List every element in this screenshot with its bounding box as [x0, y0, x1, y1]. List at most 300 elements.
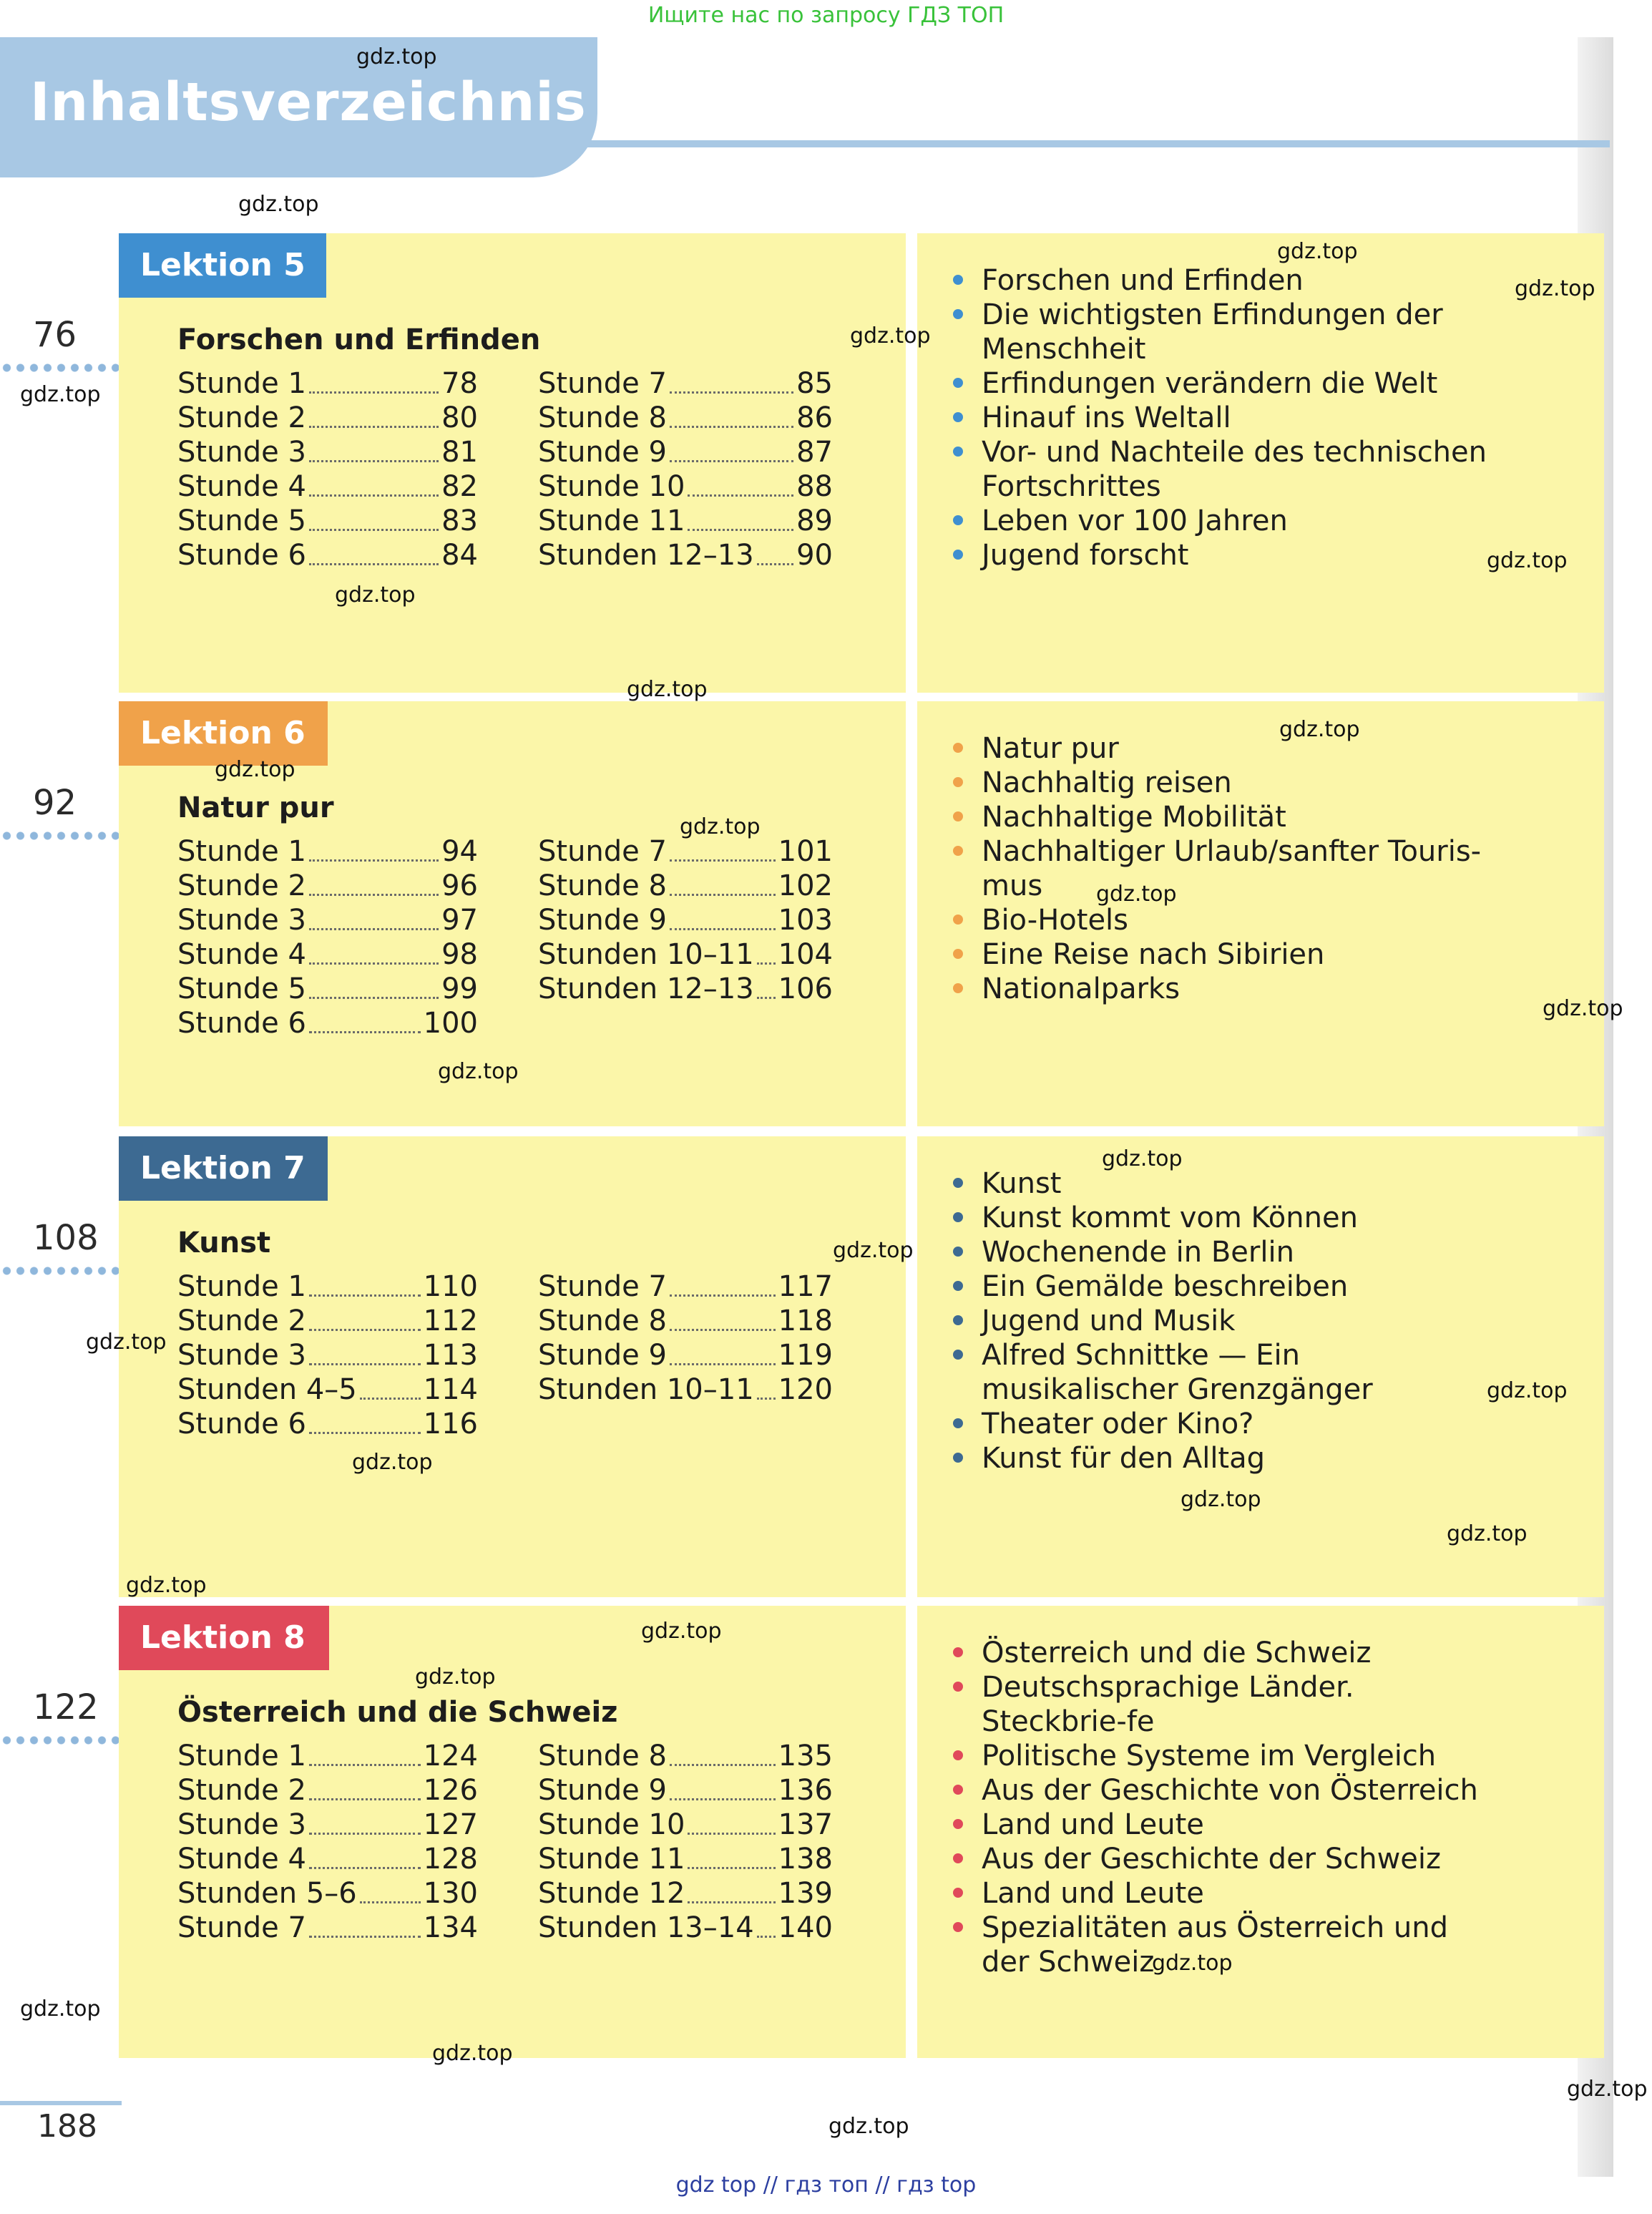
toc-entry-label: Stunde 10 [538, 470, 685, 503]
lesson-start-page: 122 [33, 1687, 99, 1727]
toc-entry[interactable] [538, 834, 833, 869]
lektion-badge[interactable]: Lektion 7 [119, 1136, 328, 1201]
toc-entry[interactable] [177, 869, 478, 903]
toc-entry[interactable] [177, 366, 478, 401]
topic-item[interactable] [953, 937, 1497, 972]
toc-entry[interactable] [177, 1911, 478, 1945]
dot-leader [309, 1808, 421, 1835]
toc-entry[interactable] [538, 1338, 833, 1372]
toc-entry-label: Stunden 10–11 [538, 938, 754, 971]
dot-leader [309, 1842, 421, 1869]
toc-entry-page: 94 [441, 835, 478, 868]
toc-entry-label: Stunde 2 [177, 869, 306, 902]
topic-item-text: Ein Gemälde beschreiben [982, 1270, 1349, 1303]
dot-leader [670, 1304, 776, 1331]
toc-entry[interactable] [538, 937, 833, 972]
watermark: gdz.top [641, 1619, 722, 1644]
toc-entry-page: 86 [796, 401, 833, 434]
topic-item[interactable] [953, 1304, 1497, 1338]
toc-entry-label: Stunde 10 [538, 1808, 685, 1841]
dot-leader [309, 538, 439, 565]
toc-entry-page: 139 [778, 1877, 833, 1910]
watermark: gdz.top [215, 757, 295, 782]
stunden-column [177, 1739, 478, 1945]
topic-item-text: Deutschsprachige Länder. Steckbrie-fe [982, 1671, 1354, 1738]
stunden-column [177, 366, 478, 572]
toc-entry-label: Stunden 10–11 [538, 1373, 754, 1406]
topic-item[interactable] [953, 766, 1497, 800]
topic-item[interactable] [953, 1636, 1497, 1670]
dot-rule [0, 364, 119, 372]
bullet-icon [953, 1178, 963, 1188]
topic-item[interactable] [953, 538, 1497, 572]
toc-entry-label: Stunde 11 [538, 504, 685, 537]
dot-leader [309, 1911, 421, 1938]
dot-leader [757, 1372, 776, 1400]
toc-entry-label: Stunde 5 [177, 504, 306, 537]
topic-bullet-list [953, 731, 1497, 1006]
toc-entry-page: 101 [778, 835, 833, 868]
toc-entry-page: 140 [778, 1911, 833, 1944]
topic-bullet-list [953, 263, 1497, 572]
bullet-icon [953, 915, 963, 925]
watermark: gdz.top [1487, 548, 1568, 573]
toc-entry[interactable] [538, 1842, 833, 1876]
toc-entry-label: Stunde 8 [538, 869, 667, 902]
toc-entry[interactable] [177, 1842, 478, 1876]
toc-entry-page: 135 [778, 1740, 833, 1772]
topic-item-text: Natur pur [982, 732, 1119, 765]
watermark: gdz.top [1447, 1521, 1528, 1546]
dot-leader [309, 366, 439, 394]
dot-leader [670, 1773, 776, 1800]
toc-entry-page: 81 [441, 436, 478, 469]
topic-item[interactable] [953, 1773, 1497, 1808]
toc-entry-label: Stunde 1 [177, 1270, 306, 1303]
toc-entry-label: Stunde 6 [177, 539, 306, 572]
toc-entry[interactable] [177, 504, 478, 538]
toc-entry[interactable] [538, 1269, 833, 1304]
toc-entry-page: 78 [441, 367, 478, 400]
watermark: gdz.top [1277, 239, 1358, 264]
watermark: gdz.top [1515, 276, 1595, 301]
dot-leader [670, 869, 776, 896]
toc-entry[interactable] [177, 435, 478, 469]
topic-item[interactable] [953, 263, 1497, 298]
toc-entry-label: Stunde 7 [538, 835, 667, 868]
toc-entry-label: Stunde 6 [177, 1408, 306, 1440]
dot-leader [309, 903, 439, 930]
toc-entry-page: 124 [423, 1740, 478, 1772]
topic-item[interactable] [953, 504, 1497, 538]
topic-item-text: Nationalparks [982, 972, 1181, 1005]
toc-entry[interactable] [177, 401, 478, 435]
topic-item[interactable] [953, 1670, 1497, 1739]
dot-leader [670, 1338, 776, 1365]
toc-entry[interactable] [177, 469, 478, 504]
stunden-column [538, 1739, 833, 1945]
topic-item[interactable] [953, 298, 1497, 366]
toc-entry[interactable] [177, 1372, 478, 1407]
topic-item-text: Alfred Schnittke — Ein musikalischer Grenzgänger [982, 1339, 1373, 1406]
dot-leader [670, 903, 776, 930]
watermark: gdz.top [1279, 717, 1360, 742]
bullet-icon [953, 1922, 963, 1932]
toc-entry-page: 98 [441, 938, 478, 971]
bullet-icon [953, 949, 963, 959]
dot-leader [670, 366, 793, 394]
toc-entry-page: 119 [778, 1339, 833, 1372]
bullet-icon [953, 1647, 963, 1657]
toc-entry[interactable] [538, 1808, 833, 1842]
toc-entry-label: Stunde 1 [177, 367, 306, 400]
dot-leader [309, 1269, 421, 1297]
watermark: gdz.top [438, 1059, 519, 1084]
stunden-column [177, 1269, 478, 1441]
topic-item-text: Nachhaltige Mobilität [982, 801, 1286, 834]
topic-item[interactable] [953, 1441, 1497, 1476]
toc-entry[interactable] [538, 435, 833, 469]
toc-entry-label: Stunde 4 [177, 1843, 306, 1876]
bullet-icon [953, 1212, 963, 1222]
toc-entry[interactable] [177, 1407, 478, 1441]
topic-item[interactable] [953, 1876, 1497, 1911]
toc-entry-label: Stunde 1 [177, 1740, 306, 1772]
watermark: gdz.top [415, 1664, 496, 1689]
watermark: gdz.top [1096, 882, 1177, 907]
toc-entry[interactable] [177, 1304, 478, 1338]
dot-leader [309, 1407, 421, 1434]
topic-item-text: Die wichtigsten Erfindungen der Menschheit [982, 298, 1443, 366]
topic-item[interactable] [953, 401, 1497, 435]
dot-leader [360, 1372, 421, 1400]
watermark: gdz.top [1543, 996, 1623, 1021]
lesson-start-page: 108 [33, 1218, 99, 1258]
topic-item[interactable] [953, 903, 1497, 937]
bullet-icon [953, 275, 963, 285]
topic-item[interactable] [953, 366, 1497, 401]
bullet-icon [953, 1682, 963, 1692]
dot-leader [309, 435, 439, 462]
bullet-icon [953, 777, 963, 787]
bottom-links[interactable]: gdz top // гдз топ // гдз top [675, 2172, 977, 2198]
topic-item[interactable] [953, 972, 1497, 1006]
topic-item[interactable] [953, 1235, 1497, 1269]
topic-item-text: Aus der Geschichte der Schweiz [982, 1843, 1442, 1876]
toc-entry-page: 117 [778, 1270, 833, 1303]
topic-item-text: Theater oder Kino? [982, 1408, 1254, 1440]
dot-leader [309, 1338, 421, 1365]
lesson-topic-title: Kunst [177, 1227, 271, 1259]
topic-bullet-list [953, 1636, 1497, 1979]
toc-entry-page: 130 [423, 1877, 478, 1910]
bullet-icon [953, 1281, 963, 1291]
toc-entry-label: Stunde 7 [538, 1270, 667, 1303]
page-number: 188 [37, 2108, 97, 2145]
toc-entry-page: 114 [423, 1373, 478, 1406]
topic-item-text: Land und Leute [982, 1808, 1204, 1841]
topic-item-text: Leben vor 100 Jahren [982, 504, 1288, 537]
toc-entry[interactable] [177, 538, 478, 572]
lesson-topic-title: Natur pur [177, 791, 334, 824]
toc-entry-page: 82 [441, 470, 478, 503]
toc-entry[interactable] [177, 1876, 478, 1911]
topic-item-text: Kunst für den Alltag [982, 1442, 1266, 1475]
lesson-topic-title: Österreich und die Schweiz [177, 1696, 618, 1729]
toc-entry-page: 87 [796, 436, 833, 469]
dot-leader [309, 1006, 421, 1033]
toc-entry-label: Stunde 2 [177, 401, 306, 434]
topic-item-text: Wochenende in Berlin [982, 1236, 1294, 1269]
dot-leader [757, 1911, 776, 1938]
topic-item[interactable] [953, 1269, 1497, 1304]
bullet-icon [953, 1750, 963, 1760]
bullet-icon [953, 811, 963, 821]
toc-entry-page: 137 [778, 1808, 833, 1841]
toc-entry-label: Stunde 8 [538, 401, 667, 434]
bullet-icon [953, 515, 963, 525]
toc-entry[interactable] [538, 504, 833, 538]
topic-item[interactable] [953, 435, 1497, 504]
bullet-icon [953, 1315, 963, 1325]
watermark: gdz.top [1152, 1951, 1233, 1976]
toc-entry[interactable] [177, 1739, 478, 1773]
toc-entry-label: Stunde 4 [177, 938, 306, 971]
toc-entry-page: 134 [423, 1911, 478, 1944]
topic-item[interactable] [953, 731, 1497, 766]
toc-entry[interactable] [538, 1739, 833, 1773]
topic-item-text: Hinauf ins Weltall [982, 401, 1231, 434]
watermark: gdz.top [1102, 1146, 1183, 1171]
dot-leader [757, 972, 776, 999]
lesson-topic-title: Forschen und Erfinden [177, 323, 541, 356]
toc-entry-page: 110 [423, 1270, 478, 1303]
dot-leader [688, 504, 793, 531]
bullet-icon [953, 846, 963, 856]
toc-entry[interactable] [538, 469, 833, 504]
toc-entry-page: 127 [423, 1808, 478, 1841]
toc-entry-page: 83 [441, 504, 478, 537]
watermark: gdz.top [829, 2114, 909, 2139]
toc-entry-page: 102 [778, 869, 833, 902]
topic-item-text: Forschen und Erfinden [982, 264, 1304, 297]
lektion-badge[interactable]: Lektion 6 [119, 701, 328, 766]
topic-item[interactable] [953, 1201, 1497, 1235]
topic-item[interactable] [953, 1407, 1497, 1441]
toc-entry-page: 88 [796, 470, 833, 503]
toc-entry[interactable] [177, 1773, 478, 1808]
toc-entry[interactable] [538, 538, 833, 572]
toc-entry-label: Stunde 8 [538, 1304, 667, 1337]
dot-leader [309, 1304, 421, 1331]
topic-item-text: Land und Leute [982, 1877, 1204, 1910]
dot-leader [309, 504, 439, 531]
toc-entry-page: 103 [778, 904, 833, 937]
toc-entry-page: 96 [441, 869, 478, 902]
toc-entry-label: Stunde 12 [538, 1877, 685, 1910]
bullet-icon [953, 1453, 963, 1463]
toc-entry-page: 106 [778, 972, 833, 1005]
toc-entry-page: 85 [796, 367, 833, 400]
topic-item[interactable] [953, 1842, 1497, 1876]
lesson-start-page: 76 [33, 315, 77, 355]
toc-entry-page: 113 [423, 1339, 478, 1372]
toc-entry-page: 89 [796, 504, 833, 537]
topic-item-text: Kunst [982, 1167, 1062, 1200]
toc-entry-label: Stunde 9 [538, 904, 667, 937]
bullet-icon [953, 743, 963, 753]
watermark: gdz.top [850, 323, 931, 348]
toc-entry[interactable] [538, 869, 833, 903]
toc-entry-page: 136 [778, 1774, 833, 1807]
toc-entry[interactable] [177, 1269, 478, 1304]
watermark: gdz.top [680, 814, 761, 839]
watermark: gdz.top [352, 1450, 433, 1475]
toc-entry-label: Stunden 5–6 [177, 1877, 357, 1910]
toc-entry-page: 126 [423, 1774, 478, 1807]
toc-entry-page: 128 [423, 1843, 478, 1876]
dot-rule [0, 1267, 119, 1275]
dot-leader [670, 435, 793, 462]
watermark: gdz.top [126, 1573, 207, 1598]
toc-entry[interactable] [177, 1338, 478, 1372]
toc-entry[interactable] [538, 366, 833, 401]
toc-entry[interactable] [538, 972, 833, 1006]
lektion-badge[interactable]: Lektion 5 [119, 233, 326, 298]
toc-entry-label: Stunden 13–14 [538, 1911, 754, 1944]
toc-entry[interactable] [538, 1304, 833, 1338]
topic-item-text: Österreich und die Schweiz [982, 1637, 1372, 1669]
dot-leader [309, 469, 439, 497]
toc-entry[interactable] [177, 1808, 478, 1842]
dot-leader [757, 538, 793, 565]
lektion-badge[interactable]: Lektion 8 [119, 1606, 329, 1670]
dot-leader [688, 1842, 775, 1869]
topic-item-text: Spezialitäten aus Österreich und der Schweiz [982, 1911, 1449, 1979]
topic-item-text: Erfindungen verändern die Welt [982, 367, 1438, 400]
dot-leader [309, 869, 439, 896]
toc-entry-label: Stunde 7 [538, 367, 667, 400]
topic-item-text: Jugend und Musik [982, 1304, 1236, 1337]
dot-leader [309, 937, 439, 965]
toc-entry-label: Stunde 1 [177, 835, 306, 868]
dot-leader [360, 1876, 421, 1903]
watermark: gdz.top [335, 582, 416, 608]
top-banner[interactable]: Ищите нас по запросу ГДЗ ТОП [647, 3, 1005, 28]
topic-item[interactable] [953, 1166, 1497, 1201]
toc-entry[interactable] [538, 1372, 833, 1407]
toc-entry-page: 90 [796, 539, 833, 572]
toc-entry-page: 97 [441, 904, 478, 937]
toc-entry[interactable] [538, 903, 833, 937]
toc-entry-page: 118 [778, 1304, 833, 1337]
dot-leader [309, 972, 439, 999]
bullet-icon [953, 1853, 963, 1863]
watermark: gdz.top [20, 382, 101, 407]
dot-leader [688, 1808, 775, 1835]
topic-item-text: Eine Reise nach Sibirien [982, 938, 1325, 971]
toc-entry-label: Stunde 3 [177, 1808, 306, 1841]
toc-entry-label: Stunden 4–5 [177, 1373, 357, 1406]
bullet-icon [953, 983, 963, 993]
topic-item-text: Vor- und Nachteile des technischen Fortschrittes [982, 436, 1487, 503]
topic-item-text: Aus der Geschichte von Österreich [982, 1774, 1478, 1807]
toc-entry-label: Stunde 2 [177, 1774, 306, 1807]
toc-entry-label: Stunde 3 [177, 1339, 306, 1372]
watermark: gdz.top [1567, 2077, 1648, 2102]
toc-entry-label: Stunde 9 [538, 1774, 667, 1807]
toc-entry[interactable] [177, 972, 478, 1006]
topic-item-text: Nachhaltig reisen [982, 766, 1232, 799]
toc-entry[interactable] [538, 1773, 833, 1808]
topic-item-text: Politische Systeme im Vergleich [982, 1740, 1437, 1772]
lesson-start-page: 92 [33, 783, 77, 823]
header-rule [572, 140, 1610, 147]
dot-leader [309, 1739, 421, 1766]
watermark: gdz.top [1487, 1378, 1568, 1403]
dot-leader [670, 1269, 776, 1297]
stunden-column [538, 366, 833, 572]
dot-leader [309, 401, 439, 428]
toc-entry-page: 116 [423, 1408, 478, 1440]
toc-entry[interactable] [177, 1006, 478, 1040]
bullet-icon [953, 1785, 963, 1795]
bullet-icon [953, 1350, 963, 1360]
toc-entry[interactable] [538, 401, 833, 435]
dot-rule [0, 1736, 119, 1745]
topic-item-text: Nachhaltiger Urlaub/sanfter Touris-mus [982, 835, 1482, 902]
dot-leader [309, 834, 439, 862]
topic-item-text: Bio-Hotels [982, 904, 1128, 937]
bullet-icon [953, 1819, 963, 1829]
toc-entry[interactable] [538, 1911, 833, 1945]
topic-item[interactable] [953, 1739, 1497, 1773]
toc-entry-label: Stunde 8 [538, 1740, 667, 1772]
bullet-icon [953, 412, 963, 422]
toc-entry[interactable] [538, 1876, 833, 1911]
toc-entry-label: Stunde 3 [177, 904, 306, 937]
toc-entry-page: 112 [423, 1304, 478, 1337]
watermark: gdz.top [627, 677, 708, 702]
toc-entry-page: 104 [778, 938, 833, 971]
toc-entry[interactable] [177, 834, 478, 869]
watermark: gdz.top [1181, 1487, 1261, 1512]
dot-leader [309, 1773, 421, 1800]
dot-leader [670, 401, 793, 428]
toc-entry-page: 100 [423, 1007, 478, 1040]
stunden-column [177, 834, 478, 1040]
toc-entry-label: Stunde 6 [177, 1007, 306, 1040]
topic-item[interactable] [953, 1338, 1497, 1407]
stunden-column [538, 834, 833, 1006]
toc-entry-label: Stunde 9 [538, 436, 667, 469]
toc-entry-label: Stunde 2 [177, 1304, 306, 1337]
toc-entry-page: 80 [441, 401, 478, 434]
dot-leader [670, 1739, 776, 1766]
toc-entry-page: 99 [441, 972, 478, 1005]
toc-entry[interactable] [177, 937, 478, 972]
bullet-icon [953, 1888, 963, 1898]
toc-entry-page: 138 [778, 1843, 833, 1876]
topic-item[interactable] [953, 834, 1497, 903]
topic-item[interactable] [953, 800, 1497, 834]
dot-rule [0, 832, 119, 840]
topic-item[interactable] [953, 1808, 1497, 1842]
toc-entry[interactable] [177, 903, 478, 937]
watermark: gdz.top [432, 2041, 513, 2066]
bullet-icon [953, 309, 963, 319]
watermark: gdz.top [20, 1996, 101, 2022]
